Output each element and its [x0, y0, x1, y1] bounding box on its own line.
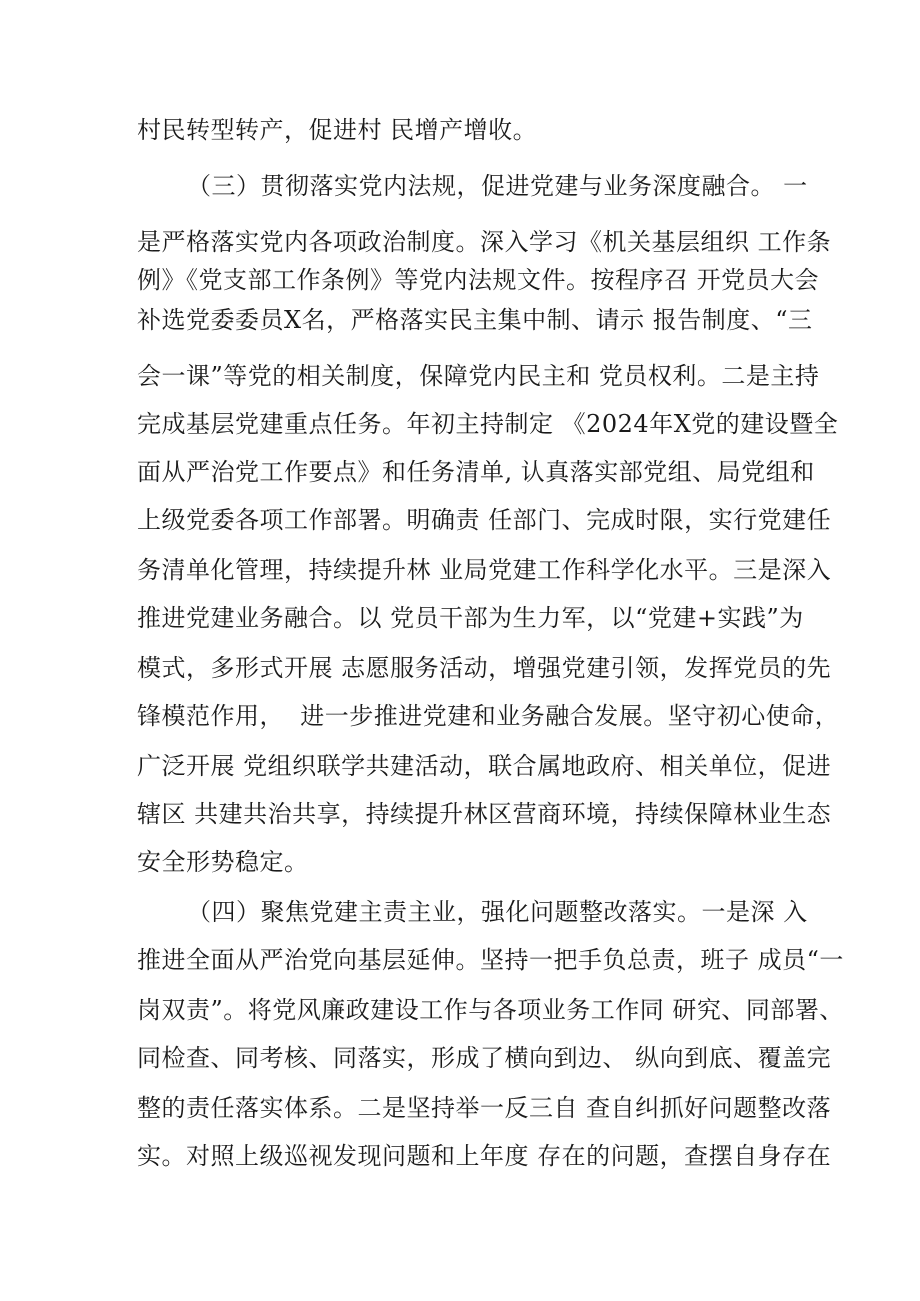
- text-line: 模式，多形式开展 志愿服务活动，增强党建引领，发挥党员的先: [137, 654, 832, 682]
- text-line: 村民转型转产，促进村 民增产增收。: [137, 116, 538, 144]
- text-line: 例》《党支部工作条例》等党内法规文件。按程序召 开党员大会: [137, 266, 820, 294]
- text-line: 面从严治党工作要点》和任务清单, 认真落实部党组、局党组和: [137, 458, 815, 486]
- text-line: 补选党委委员X名，严格落实民主集中制、请示 报告制度、“三: [137, 306, 813, 334]
- text-line: 完成基层党建重点任务。年初主持制定 《2024年X党的建设暨全: [137, 410, 839, 438]
- section-heading-line: （四）聚焦党建主责主业，强化问题整改落实。一是深 入: [187, 898, 808, 926]
- text-line: 是严格落实党内各项政治制度。深入学习《机关基层组织 工作条: [137, 228, 832, 256]
- text-line: 推进党建业务融合。以 党员干部为生力军，以“党建+实践”为: [137, 604, 804, 632]
- text-line: 广泛开展 党组织联学共建活动，联合属地政府、相关单位，促进: [137, 752, 832, 780]
- text-line: 锋模范作用， 进一步推进党建和业务融合发展。坚守初心使命，: [137, 702, 840, 730]
- text-line: 务清单化管理，持续提升林 业局党建工作科学化水平。三是深入: [137, 556, 832, 584]
- text-line: 上级党委各项工作部署。明确责 任部门、完成时限，实行党建任: [137, 506, 832, 534]
- text-line: 整的责任落实体系。二是坚持举一反三自 查自纠抓好问题整改落: [137, 1094, 832, 1122]
- text-line: 实。对照上级巡视发现问题和上年度 存在的问题，查摆自身存在: [137, 1142, 832, 1170]
- text-line: 推进全面从严治党向基层延伸。坚持一把手负总责，班子 成员“一: [137, 946, 844, 974]
- text-line: 会一课”等党的相关制度，保障党内民主和 党员权利。二是主持: [137, 362, 820, 390]
- text-line: 安全形势稳定。: [137, 848, 309, 876]
- section-heading-line: （三）贯彻落实党内法规，促进党建与业务深度融合。 一: [187, 172, 808, 200]
- text-line: 岗双责”。将党风廉政建设工作与各项业务工作同 研究、同部署、: [137, 996, 844, 1024]
- text-line: 同检查、同考核、同落实，形成了横向到边、 纵向到底、覆盖完: [137, 1044, 832, 1072]
- text-line: 辖区 共建共治共享，持续提升林区营商环境，持续保障林业生态: [137, 800, 832, 828]
